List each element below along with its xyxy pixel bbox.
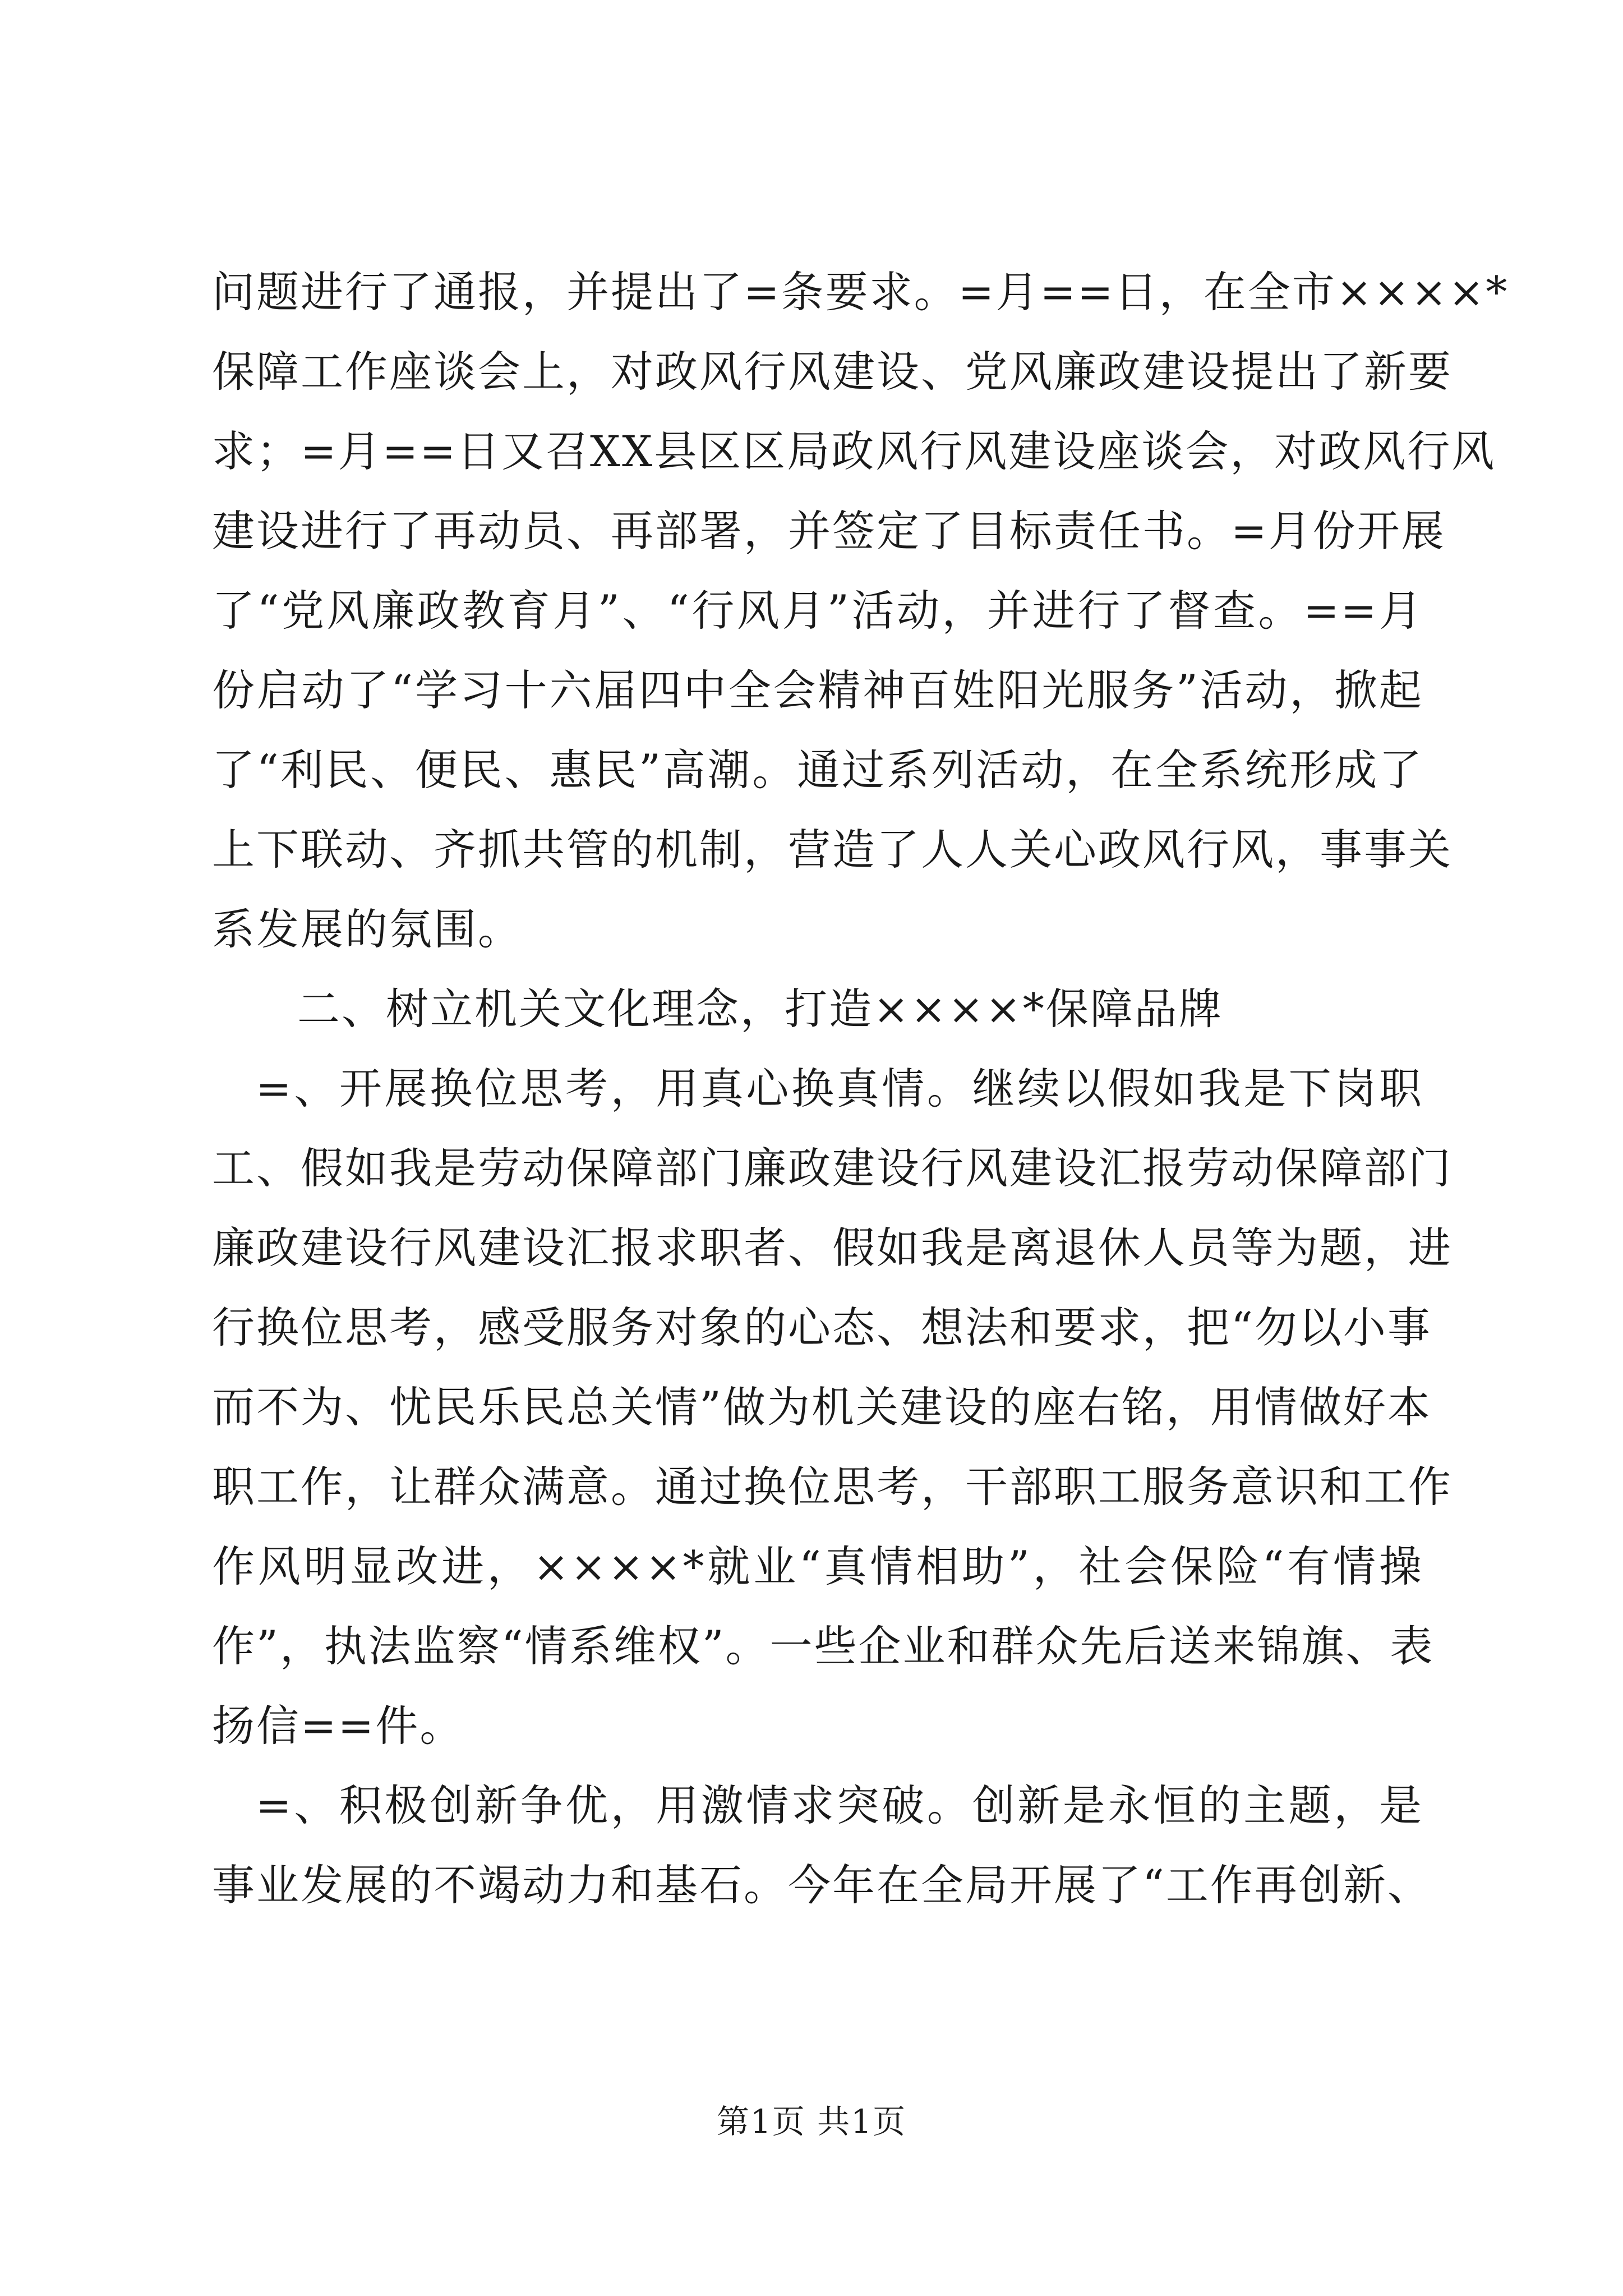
text-line: 了“利民、便民、惠民”高潮。通过系列活动，在全系统形成了 xyxy=(212,745,1423,795)
text-line: 工、假如我是劳动保障部门廉政建设行风建设汇报劳动保障部门 xyxy=(212,1143,1453,1193)
page-number-label: 第1页 共1页 xyxy=(716,2102,907,2141)
text-line: 建设进行了再动员、再部署，并签定了目标责任书。=月份开展 xyxy=(212,506,1446,556)
text-line: 保障工作座谈会上，对政风行风建设、党风廉政建设提出了新要 xyxy=(212,347,1453,397)
text-line: 而不为、忧民乐民总关情”做为机关建设的座右铭，用情做好本 xyxy=(212,1382,1432,1432)
text-line: 系发展的氛围。 xyxy=(212,904,522,954)
text-line: 廉政建设行风建设汇报求职者、假如我是离退休人员等为题，进 xyxy=(212,1223,1453,1273)
page-footer xyxy=(0,2099,1623,2144)
text-line: =、开展换位思考，用真心换真情。继续以假如我是下岗职 xyxy=(256,1064,1423,1114)
section-heading: 二、树立机关文化理念，打造××××*保障品牌 xyxy=(297,984,1223,1034)
text-line: 求；=月==日又召XX县区区局政风行风建设座谈会，对政风行风 xyxy=(212,426,1496,476)
text-line: 行换位思考，感受服务对象的心态、想法和要求，把“勿以小事 xyxy=(212,1303,1432,1352)
text-line: 上下联动、齐抓共管的机制，营造了人人关心政风行风，事事关 xyxy=(212,825,1453,875)
text-line: 职工作，让群众满意。通过换位思考，干部职工服务意识和工作 xyxy=(212,1462,1453,1512)
text-line: 作”，执法监察“情系维权”。一些企业和群众先后送来锦旗、表 xyxy=(212,1621,1435,1671)
text-line: 了“党风廉政教育月”、“行风月”活动，并进行了督查。==月 xyxy=(212,586,1423,636)
document-body xyxy=(212,252,1509,1925)
text-line: 扬信==件。 xyxy=(212,1701,464,1751)
text-line: 作风明显改进，××××*就业“真情相助”，社会保险“有情操 xyxy=(212,1542,1423,1591)
text-line: 份启动了“学习十六届四中全会精神百姓阳光服务”活动，掀起 xyxy=(212,665,1423,715)
text-line: =、积极创新争优，用激情求突破。创新是永恒的主题，是 xyxy=(256,1780,1423,1830)
text-line: 问题进行了通报，并提出了=条要求。=月==日，在全市××××* xyxy=(212,267,1509,317)
text-line: 事业发展的不竭动力和基石。今年在全局开展了“工作再创新、 xyxy=(212,1860,1432,1910)
